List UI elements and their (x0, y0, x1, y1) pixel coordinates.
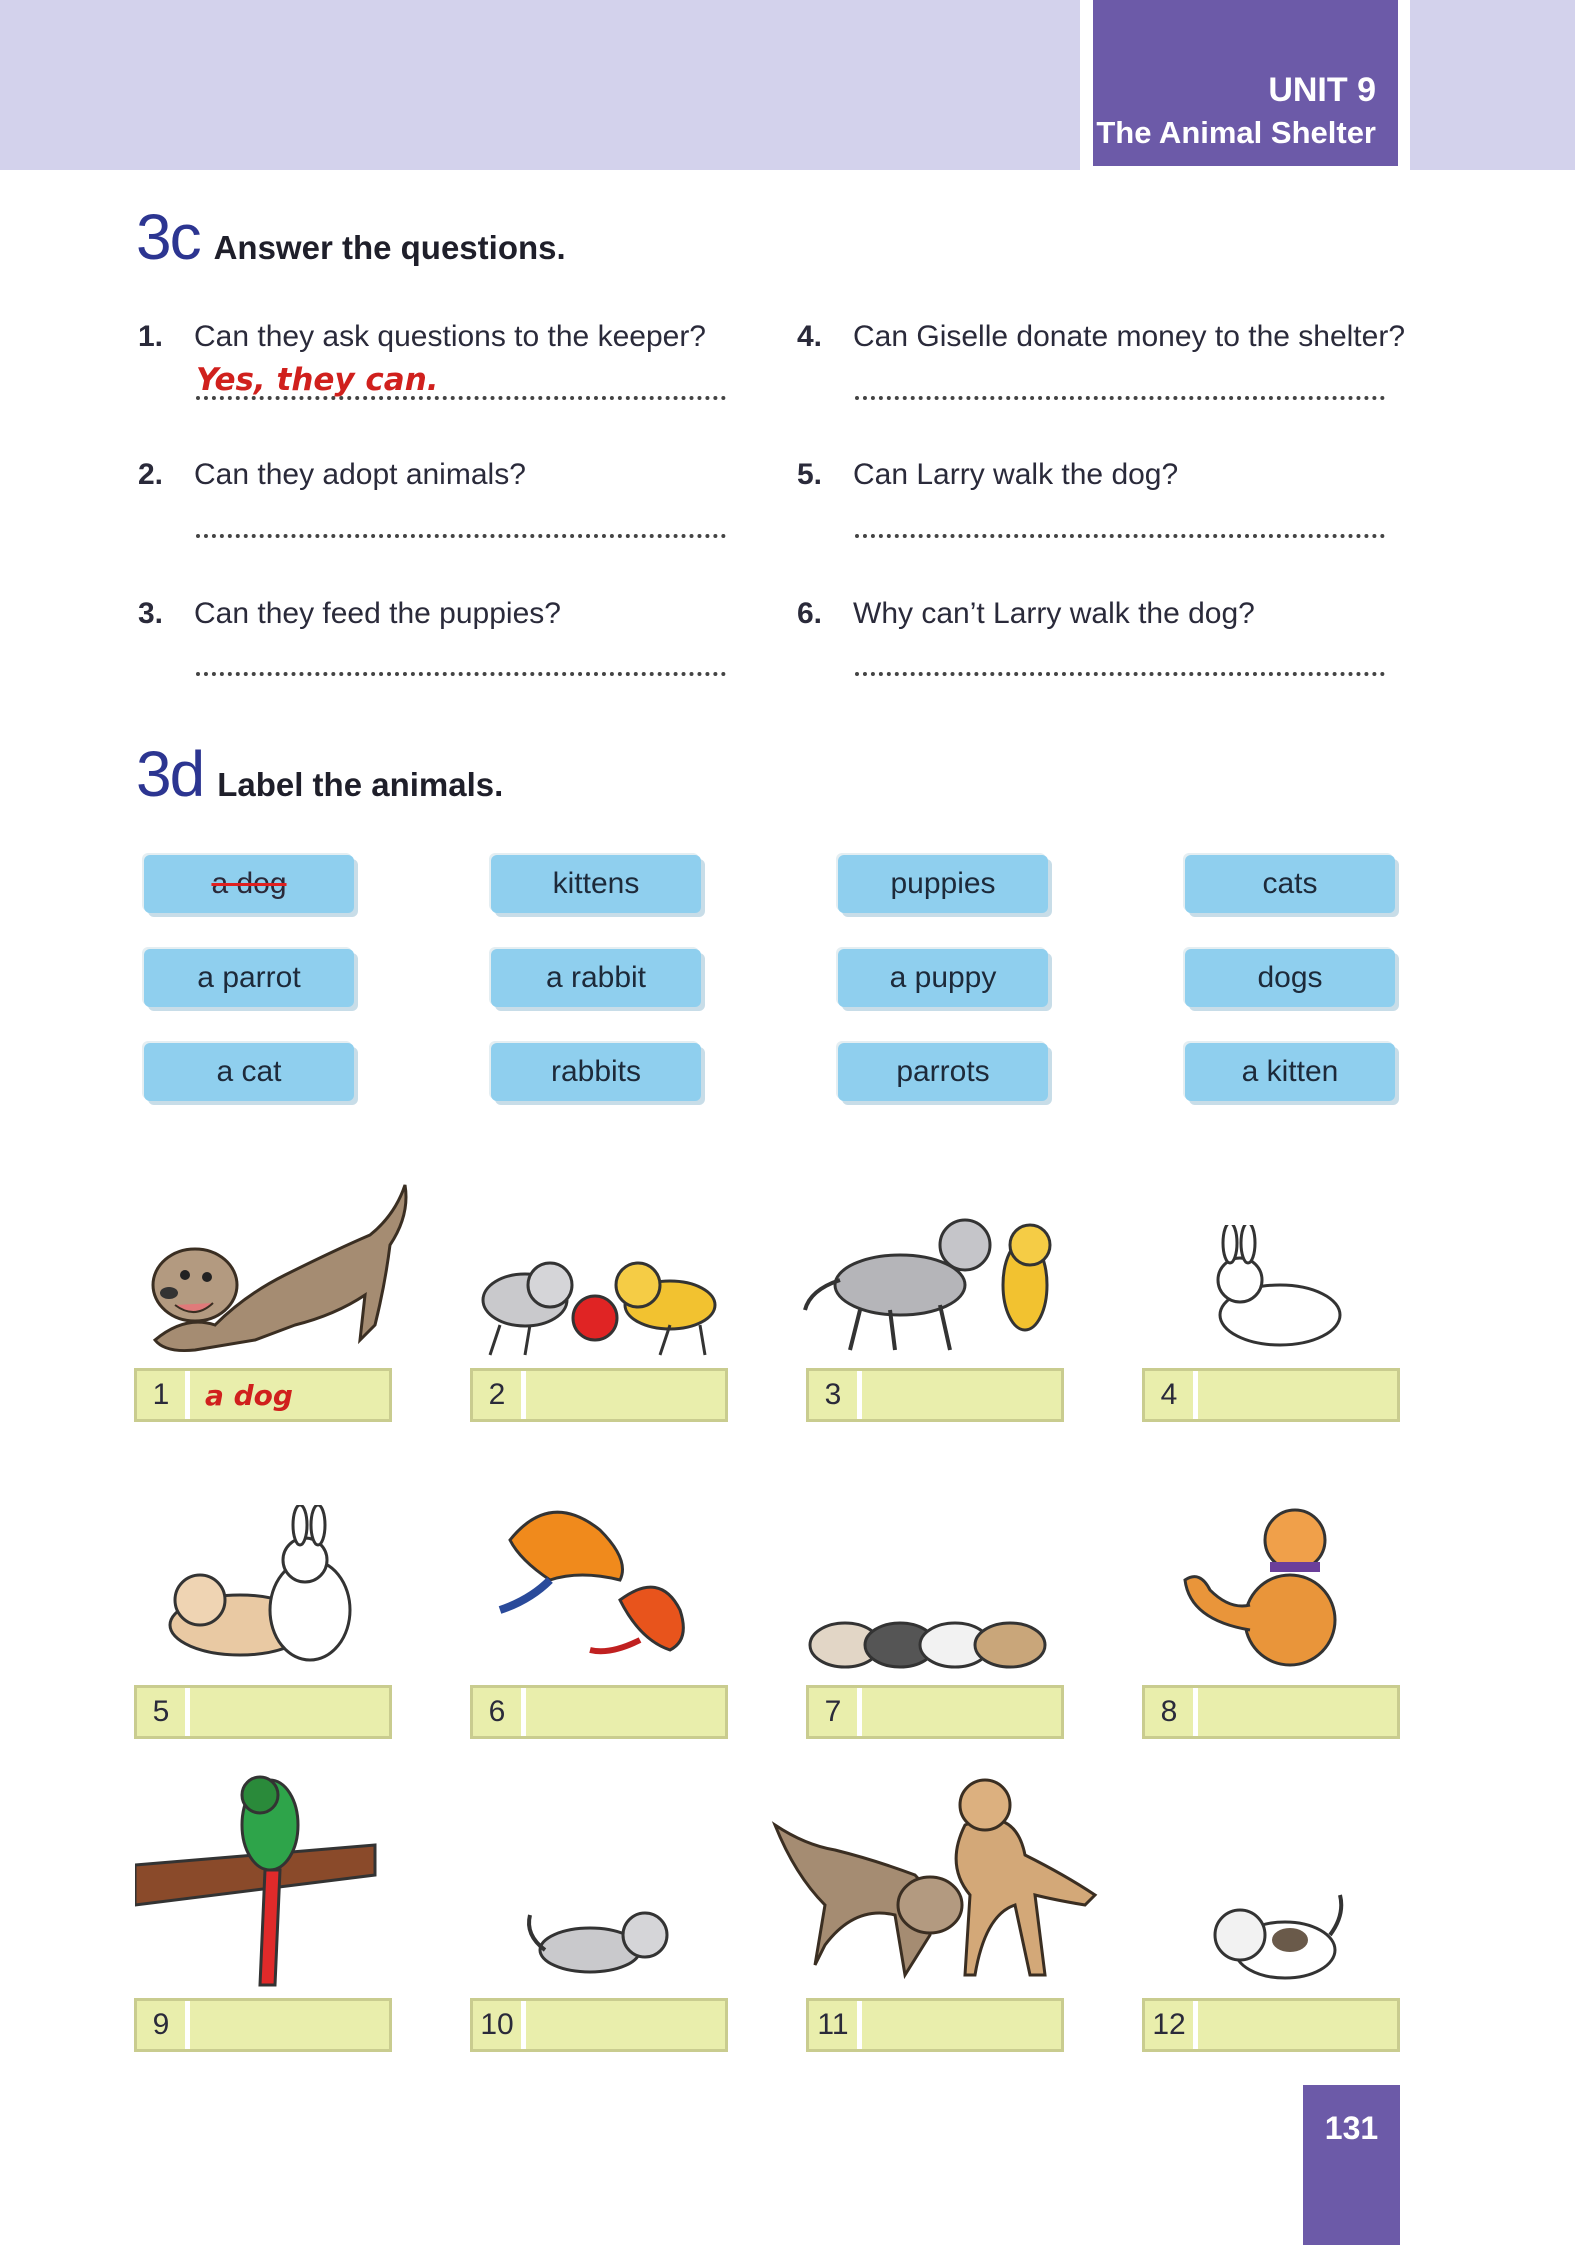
label-number: 4 (1145, 1371, 1198, 1419)
word-text: a parrot (197, 961, 301, 994)
label-box-5[interactable] (134, 1685, 392, 1739)
word-chip[interactable] (491, 949, 701, 1007)
puppies-illustration (805, 1600, 1060, 1675)
word-chip[interactable] (144, 1043, 354, 1101)
question-text: Can Giselle donate money to the shelter? (853, 320, 1405, 353)
word-text: a puppy (889, 961, 997, 994)
parrot-illustration (135, 1775, 385, 1995)
rabbits-illustration (160, 1505, 380, 1680)
word-chip[interactable] (144, 949, 354, 1007)
label-number: 11 (809, 2001, 862, 2049)
question-number: 2. (138, 458, 164, 491)
dogs-illustration (765, 1765, 1125, 1995)
word-text: parrots (896, 1055, 990, 1088)
word-text: a cat (216, 1055, 282, 1088)
word-chip[interactable] (1185, 1043, 1395, 1101)
question-number: 3. (138, 597, 164, 630)
answer-line-6[interactable] (855, 668, 1385, 676)
label-box-3[interactable] (806, 1368, 1064, 1422)
section-number: 3d (136, 738, 204, 810)
label-number: 6 (473, 1688, 526, 1736)
word-text: a kitten (1241, 1055, 1339, 1088)
unit-box (1093, 0, 1398, 166)
question-number: 6. (797, 597, 823, 630)
dog-illustration (135, 1175, 415, 1360)
header-band-right (1410, 0, 1575, 170)
word-chip[interactable] (1185, 949, 1395, 1007)
label-number: 2 (473, 1371, 526, 1419)
page-number: 131 (1324, 2110, 1379, 2146)
label-number: 8 (1145, 1688, 1198, 1736)
word-text: cats (1262, 867, 1318, 900)
kitten-illustration (520, 1895, 680, 1995)
unit-number: UNIT 9 (1268, 71, 1376, 109)
section-number: 3c (136, 201, 200, 273)
label-number: 9 (137, 2001, 190, 2049)
question-text: Can Larry walk the dog? (853, 458, 1179, 491)
word-chip[interactable] (144, 855, 354, 913)
page-number-tab (1303, 2085, 1400, 2245)
question-text: Why can’t Larry walk the dog? (853, 597, 1255, 630)
answer-line-5[interactable] (855, 530, 1385, 538)
answer-line-3[interactable] (196, 668, 726, 676)
label-box-4[interactable] (1142, 1368, 1400, 1422)
label-box-1[interactable] (134, 1368, 392, 1422)
label-number: 10 (473, 2001, 526, 2049)
label-box-11[interactable] (806, 1998, 1064, 2052)
word-text: rabbits (550, 1055, 642, 1088)
question-number: 5. (797, 458, 823, 491)
answer-line-1[interactable] (196, 392, 726, 400)
label-box-8[interactable] (1142, 1685, 1400, 1739)
header-band (0, 0, 1080, 170)
label-number: 3 (809, 1371, 862, 1419)
word-chip[interactable] (1185, 855, 1395, 913)
puppy-illustration (1200, 1885, 1350, 1995)
label-box-6[interactable] (470, 1685, 728, 1739)
word-text: puppies (890, 867, 996, 900)
question-text: Can they ask questions to the keeper? (194, 320, 706, 353)
label-number: 12 (1145, 2001, 1198, 2049)
unit-title: The Animal Shelter (1096, 115, 1376, 150)
answer-1: Yes, they can. (196, 362, 439, 398)
parrots-illustration (490, 1490, 720, 1665)
rabbit-illustration (1190, 1225, 1360, 1365)
section-3d-heading (136, 737, 503, 811)
cats-illustration (800, 1210, 1090, 1360)
word-chip[interactable] (838, 855, 1048, 913)
word-chip[interactable] (838, 949, 1048, 1007)
label-number: 5 (137, 1688, 190, 1736)
word-text: dogs (1257, 961, 1323, 994)
answer-line-4[interactable] (855, 392, 1385, 400)
label-box-10[interactable] (470, 1998, 728, 2052)
label-box-7[interactable] (806, 1685, 1064, 1739)
word-text: kittens (552, 867, 640, 900)
question-text: Can they feed the puppies? (194, 597, 561, 630)
cat-illustration (1170, 1490, 1360, 1675)
kittens-illustration (470, 1230, 735, 1365)
label-answer: a dog (205, 1379, 293, 1412)
label-box-2[interactable] (470, 1368, 728, 1422)
section-title: Answer the questions. (213, 229, 566, 266)
label-box-12[interactable] (1142, 1998, 1400, 2052)
label-box-9[interactable] (134, 1998, 392, 2052)
label-number: 7 (809, 1688, 862, 1736)
section-title: Label the animals. (217, 766, 504, 803)
word-chip[interactable] (491, 1043, 701, 1101)
question-text: Can they adopt animals? (194, 458, 526, 491)
question-number: 4. (797, 320, 823, 353)
word-text: a rabbit (545, 961, 647, 994)
question-number: 1. (138, 320, 164, 353)
word-chip[interactable] (838, 1043, 1048, 1101)
section-3c-heading (136, 200, 566, 274)
answer-line-2[interactable] (196, 530, 726, 538)
word-text: a dog (211, 867, 287, 900)
word-chip[interactable] (491, 855, 701, 913)
label-number: 1 (137, 1371, 190, 1419)
